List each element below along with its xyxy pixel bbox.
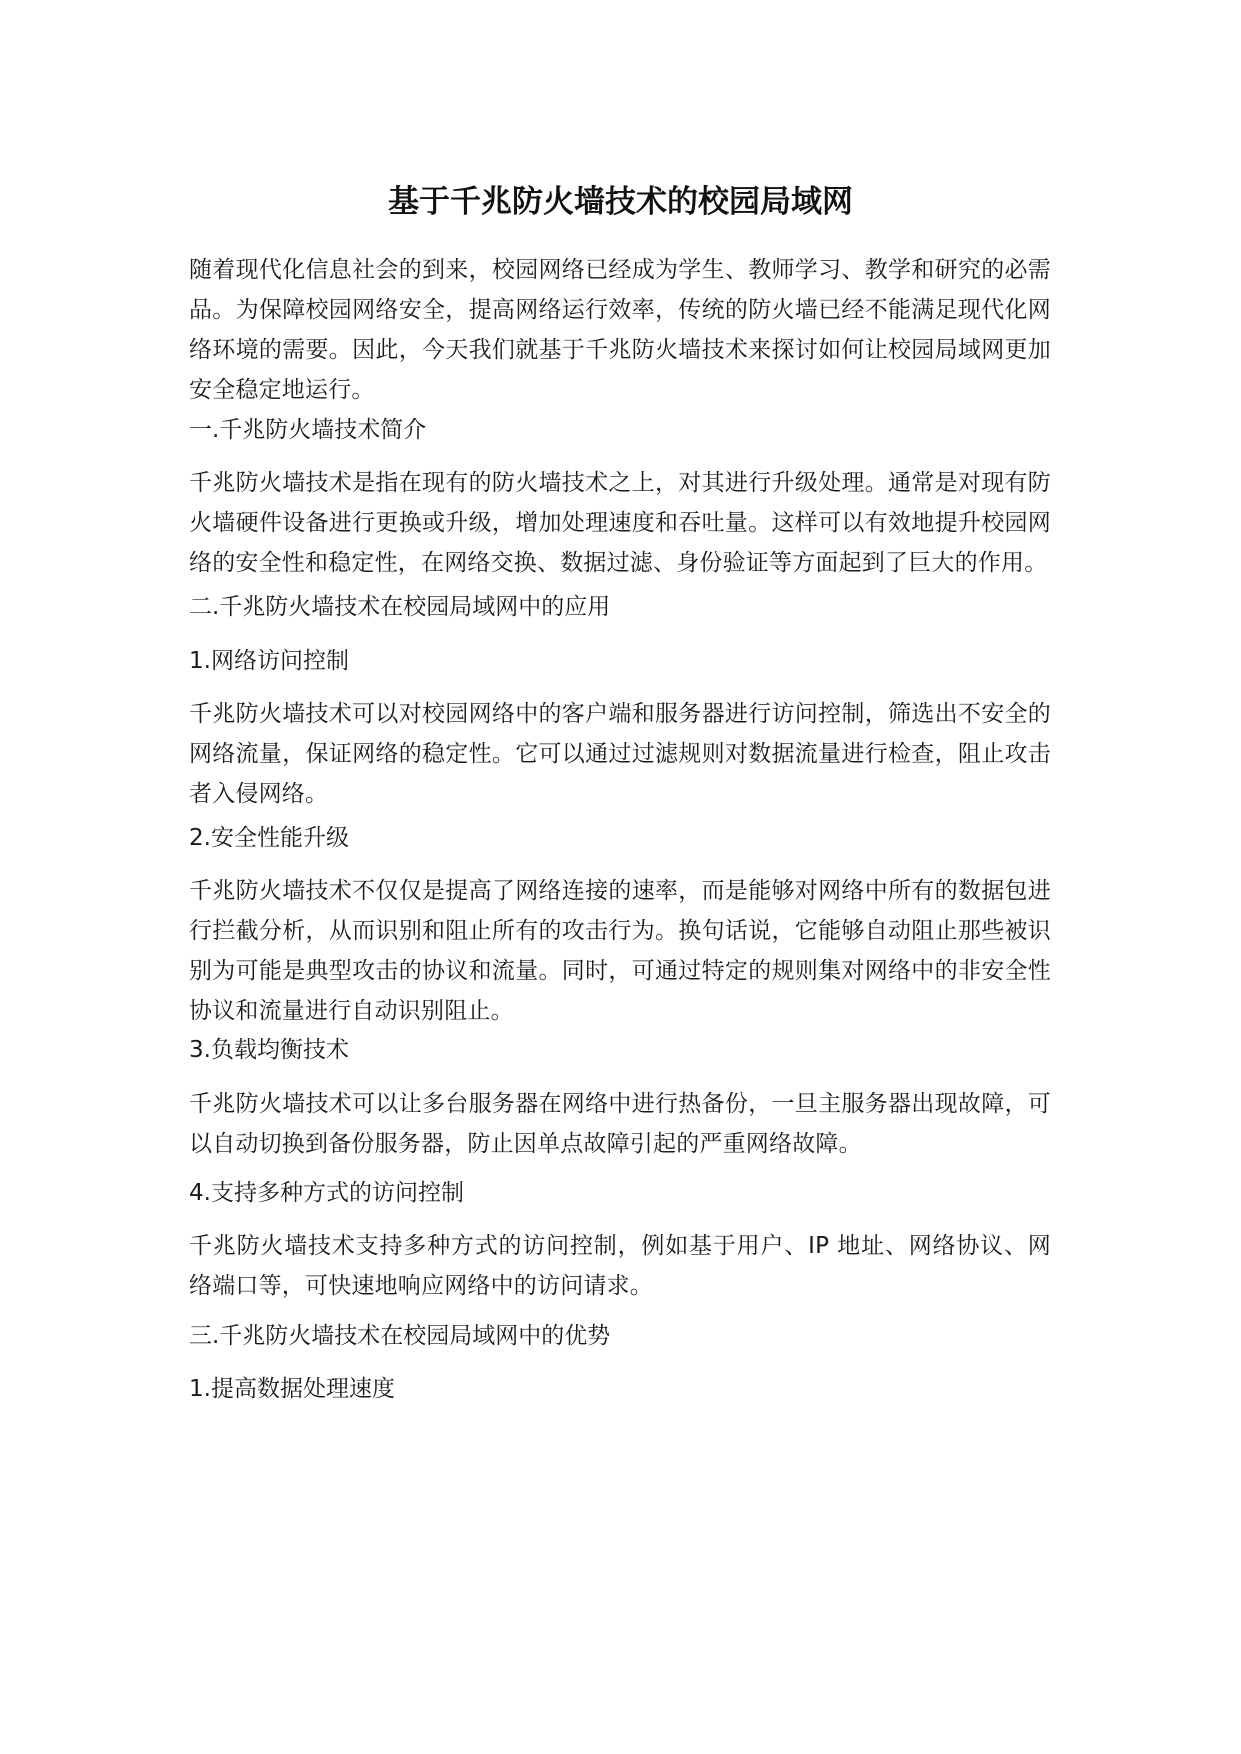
section-2-heading: 二.千兆防火墙技术在校园局域网中的应用 <box>189 594 611 620</box>
section-1-paragraph: 千兆防火墙技术是指在现有的防火墙技术之上，对其进行升级处理。通常是对现有防火墙硬件设备进行更换或升级，增加处理速度和吞吐量。这样可以有效地提升校园网络的安全性和稳定性，在网络交换、数据过滤、身份验证等方面起到了巨大的作用。 <box>189 470 1051 576</box>
section-1-heading: 一.千兆防火墙技术简介 <box>189 417 427 443</box>
subsection-heading: 1.网络访问控制 <box>189 648 349 674</box>
subsection-heading: 2.安全性能升级 <box>189 825 349 851</box>
document-title: 基于千兆防火墙技术的校园局域网 <box>388 184 853 220</box>
subsection-heading: 1.提高数据处理速度 <box>189 1376 395 1402</box>
subsection-paragraph: 千兆防火墙技术支持多种方式的访问控制，例如基于用户、IP 地址、网络协议、网络端口等，可快速地响应网络中的访问请求。 <box>189 1233 1051 1299</box>
section-3-heading: 三.千兆防火墙技术在校园局域网中的优势 <box>189 1323 611 1349</box>
subsection-heading: 4.支持多种方式的访问控制 <box>189 1180 464 1206</box>
subsection-heading: 3.负载均衡技术 <box>189 1037 349 1063</box>
subsection-paragraph: 千兆防火墙技术不仅仅是提高了网络连接的速率，而是能够对网络中所有的数据包进行拦截分析，从而识别和阻止所有的攻击行为。换句话说，它能够自动阻止那些被识别为可能是典型攻击的协议和流量。同时，可通过特定的规则集对网络中的非安全性协议和流量进行自动识别阻止。 <box>189 878 1051 1024</box>
subsection-paragraph: 千兆防火墙技术可以让多台服务器在网络中进行热备份，一旦主服务器出现故障，可以自动切换到备份服务器，防止因单点故障引起的严重网络故障。 <box>189 1091 1051 1157</box>
intro-paragraph: 随着现代化信息社会的到来，校园网络已经成为学生、教师学习、教学和研究的必需品。为保障校园网络安全，提高网络运行效率，传统的防火墙已经不能满足现代化网络环境的需要。因此，今天我们就基于千兆防火墙技术来探讨如何让校园局域网更加安全稳定地运行。 <box>189 257 1051 403</box>
subsection-paragraph: 千兆防火墙技术可以对校园网络中的客户端和服务器进行访问控制，筛选出不安全的网络流量，保证网络的稳定性。它可以通过过滤规则对数据流量进行检查，阻止攻击者入侵网络。 <box>189 701 1051 807</box>
